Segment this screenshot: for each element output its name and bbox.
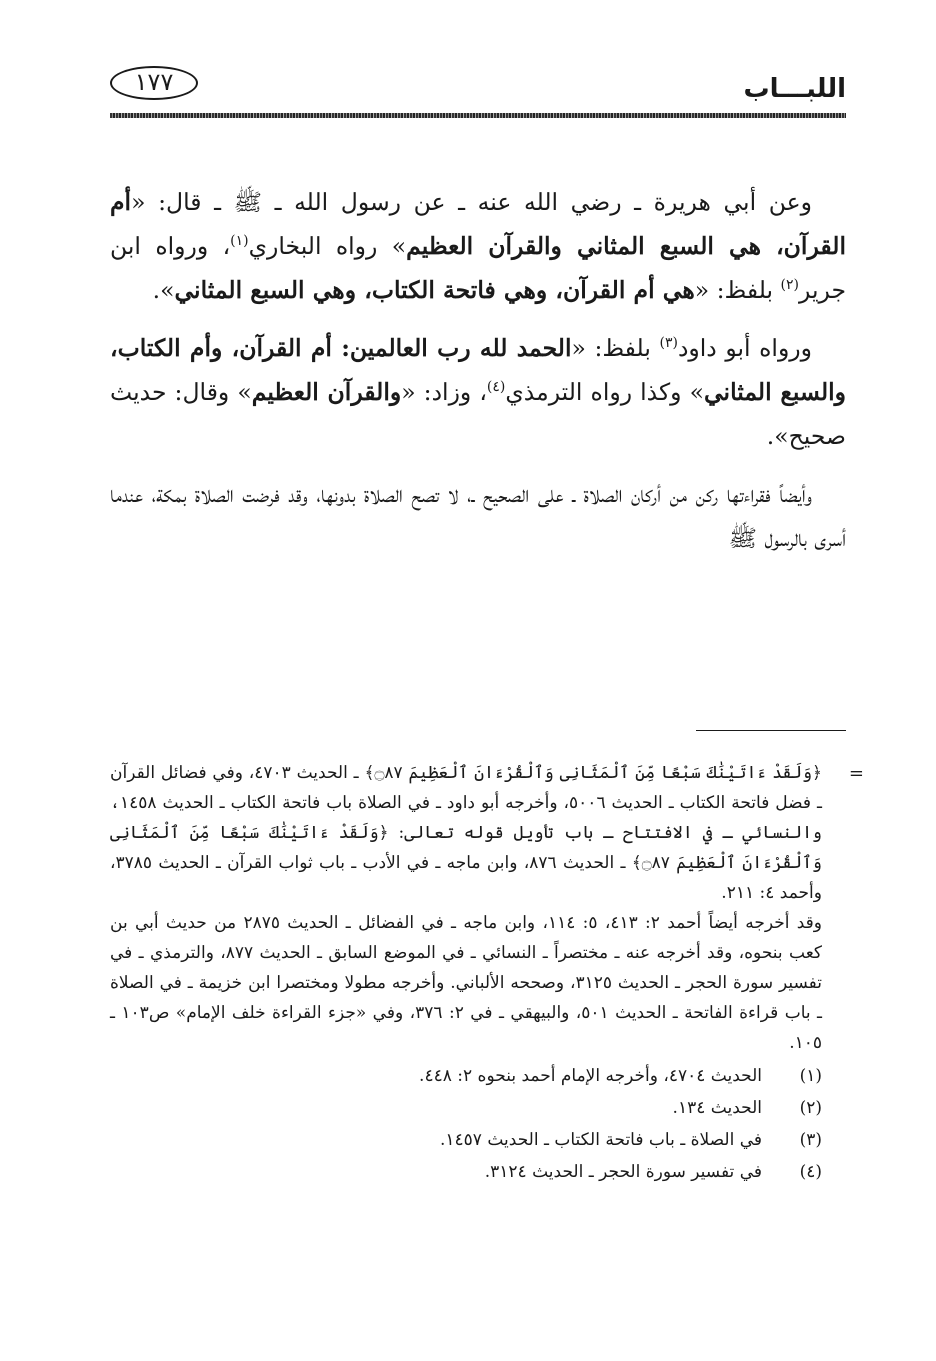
footnote-number: (٤) [799,1162,822,1182]
footnote-continued: ﴿وَلَقَدْ ءَاتَيْنَٰكَ سَبْعًا مِّنَ ٱلْمَثَانِى وَٱلْقُرْءَانَ ٱلْعَظِيمَ ۝٨٧﴾ ـ الحديث ٤٧٠٣، وفي فضائل القرآن ـ فضل فاتحة الكتاب ـ الحديث ٥٠٠٦، وأخرجه أبو داود ـ في الصلاة باب فاتحة الكتاب ـ الحديث ١٤٥٨، والنسائي ـ في الافتتاح ـ باب تأويل قوله تعالى: ﴿وَلَقَدْ ءَاتَيْنَٰكَ سَبْعًا مِّنَ ٱلْمَثَانِى وَٱلْقُرْءَانَ ٱلْعَظِيمَ ۝٨٧﴾ ـ الحديث ٨٧٦، وابن ماجه ـ في الأدب ـ باب ثواب القرآن ـ الحديث ٣٧٨٥، وأحمد ٤: ٢١١. [110,763,823,903]
continuation-mark: = [848,763,864,784]
header-divider [110,113,846,118]
footnote-ref-1[interactable]: (١) [230,233,249,250]
footnote-continued-2: وقد أخرجه أيضاً أحمد ٢: ٤١٣، ٥: ١١٤، وابن ماجه ـ في الفضائل ـ الحديث ٢٨٧٥ من حديث أبي بن كعب بنحوه، وقد أخرجه عنه ـ مختصراً ـ النسائي ـ في الموضع السابق ـ الحديث ٨٧٧، والترمذي ـ في تفسير سورة الحجر ـ الحديث ٣١٢٥، وصححه الألباني. وأخرجه مطولا ومختصرا ابن خزيمة ـ في الصلاة ـ باب قراءة الفاتحة ـ الحديث ٥٠١، والبيهقي ـ في ٢: ٣٧٦، وفي «جزء القراءة خلف الإمام» ص١٠٣ ـ ١٠٥. [110,913,823,1053]
hadith-quote: والقرآن العظيم [251,378,402,406]
footnote-item [110,1092,822,1124]
footnote-item [110,1060,822,1092]
hadith-quote: أم القرآن، هي السبع المثاني والقرآن العظيم [110,188,846,260]
paragraph-2: ورواه أبو داود$^{(٣)}$ بلفظ: «الحمد لله رب العالمين: أم القرآن، وأم الكتاب، والسبع المثاني» وكذا رواه الترمذي$^{(٤)}$، وزاد: «والقرآن العظيم» وقال: حديث صحيح». [110,334,846,450]
page-number: ١٧٧ [110,66,198,100]
paragraph-1: وعن أبي هريرة ـ رضي الله عنه ـ عن رسول الله ـ ﷺ ـ قال: «أم القرآن، هي السبع المثاني والقرآن العظيم» رواه البخاري$^{(١)}$، ورواه ابن جرير$^{(٢)}$ بلفظ: «هي أم القرآن، وهي فاتحة الكتاب، وهي السبع المثاني». [110,188,846,304]
footnote-number: (١) [799,1066,822,1086]
footnotes [110,758,822,1188]
footnote-text: في تفسير سورة الحجر ـ الحديث ٣١٢٤. [484,1162,762,1182]
footnote-ref-4[interactable]: (٤) [486,379,506,396]
hadith-quote: هي أم القرآن، وهي فاتحة الكتاب، وهي السبع المثاني [174,276,695,304]
main-text [110,180,846,574]
paragraph-3: وأيضاً فقراءتها ركن من أركان الصلاة ـ على الصحيح ـ، لا تصح الصلاة بدونها، وقد فرضت الصلاة بمكة، عندما أسرى بالرسول ﷺ [110,480,846,552]
footnote-item [110,1156,822,1188]
footnote-number: (٢) [799,1098,822,1118]
footnote-text: في الصلاة ـ باب فاتحة الكتاب ـ الحديث ١٤٥٧. [440,1130,762,1150]
footnote-separator [696,730,846,731]
footnote-number: (٣) [799,1130,822,1150]
footnote-item [110,1124,822,1156]
book-title: اللبـــاب [743,74,846,104]
footnote-text: الحديث ٤٧٠٤، وأخرجه الإمام أحمد بنحوه ٢: ٤٤٨. [419,1066,762,1086]
hadith-quote: الحمد لله رب العالمين: أم القرآن، وأم الكتاب، والسبع المثاني [110,334,846,406]
footnote-text: الحديث ١٣٤. [672,1098,762,1118]
footnote-ref-2[interactable]: (٢) [780,277,799,294]
footnote-ref-3[interactable]: (٣) [659,335,678,352]
page-header [110,66,846,110]
footnote-list [110,1060,822,1188]
